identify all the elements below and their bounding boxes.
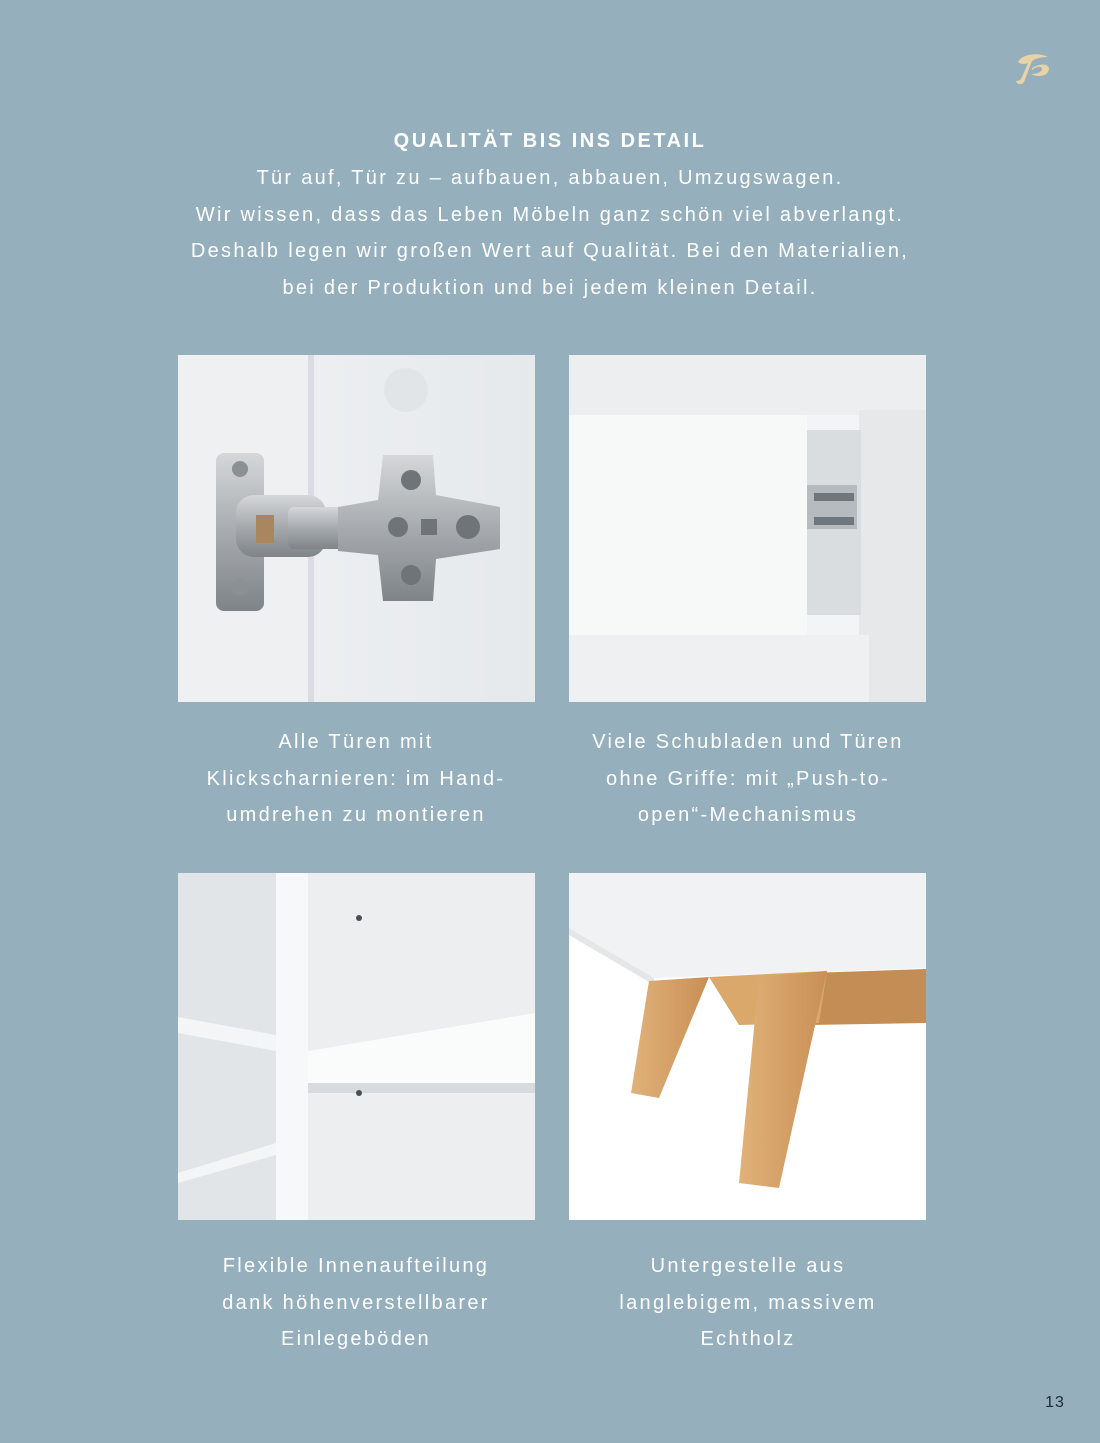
feature-caption-wood-legs [538, 1248, 958, 1358]
caption-line: open“-Mechanismus [637, 804, 859, 826]
caption-line: Klickscharnieren: im Hand- [206, 767, 506, 790]
shelves-photo [178, 873, 535, 1220]
drawer-photo [569, 355, 926, 702]
wooden-legs-photo [569, 873, 926, 1220]
caption-line: ohne Griffe: mit „Push-to- [606, 767, 890, 790]
hinge-photo [178, 355, 535, 702]
caption-line: Viele Schubladen und Türen [592, 731, 904, 753]
page-number: 13 [1045, 1394, 1065, 1411]
caption-line: dank höhenverstellbarer [222, 1291, 490, 1314]
section-heading: QUALITÄT BIS INS DETAIL [393, 130, 707, 152]
caption-line: Alle Türen mit [278, 731, 434, 753]
brand-logo-icon [1012, 48, 1052, 86]
feature-caption-hinges [146, 724, 566, 834]
intro-section [0, 126, 1100, 306]
caption-line: umdrehen zu montieren [226, 804, 486, 826]
feature-caption-push-to-open [538, 724, 958, 834]
intro-text [0, 160, 1100, 306]
caption-line: Echtholz [700, 1328, 796, 1350]
feature-caption-shelves [146, 1248, 566, 1358]
caption-line: Einlegeböden [281, 1328, 431, 1350]
intro-line: Wir wissen, dass das Leben Möbeln ganz schön viel abverlangt. [195, 203, 905, 226]
intro-line: bei der Produktion und bei jedem kleinen Detail. [282, 276, 818, 299]
intro-line: Tür auf, Tür zu – aufbauen, abbauen, Umzugswagen. [256, 167, 844, 189]
caption-line: Untergestelle aus [650, 1255, 846, 1277]
caption-line: Flexible Innenaufteilung [222, 1255, 490, 1277]
caption-line: langlebigem, massivem [619, 1291, 877, 1314]
intro-line: Deshalb legen wir großen Wert auf Qualität. Bei den Materialien, [190, 240, 910, 262]
